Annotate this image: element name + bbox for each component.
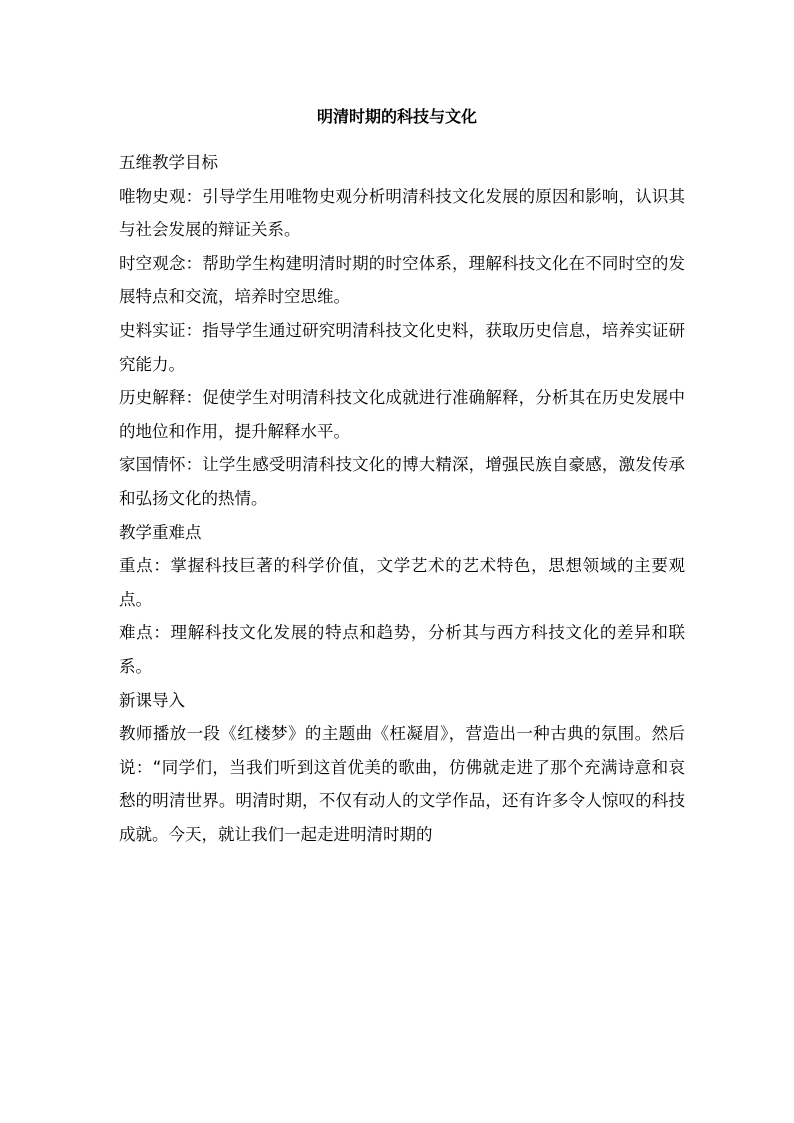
paragraph-evidence: 史料实证：指导学生通过研究明清科技文化史料，获取历史信息，培养实证研究能力。 [119,320,685,374]
paragraph-introduction: 教师播放一段《红楼梦》的主题曲《枉凝眉》，营造出一种古典的氛围。然后说：“同学们，当我们听到这首优美的歌曲，仿佛就走进了那个充满诗意和哀愁的明清世界。明清时期，不仅有动人的文学作品，还有许多令人惊叹的科技成就。今天，就让我们一起走进明清时期的 [119,724,685,844]
section-heading-key-points: 教学重难点 [119,522,202,542]
paragraph-key-point: 重点：掌握科技巨著的科学价值，文学艺术的艺术特色，思想领域的主要观点。 [119,556,685,609]
paragraph-spacetime: 时空观念：帮助学生构建明清时期的时空体系，理解科技文化在不同时空的发展特点和交流，培养时空思维。 [119,253,685,307]
section-heading-objectives: 五维教学目标 [119,153,218,172]
paragraph-difficulty: 难点：理解科技文化发展的特点和趋势，分析其与西方科技文化的差异和联系。 [119,623,685,676]
document-title: 明清时期的科技与文化 [316,107,477,126]
paragraph-patriotism: 家国情怀：让学生感受明清科技文化的博大精深，增强民族自豪感，激发传承和弘扬文化的热情。 [119,455,685,508]
document-body [119,146,685,851]
paragraph-interpretation: 历史解释：促使学生对明清科技文化成就进行准确解释，分析其在历史发展中的地位和作用，提升解释水平。 [119,388,685,441]
paragraph-materialism: 唯物史观：引导学生用唯物史观分析明清科技文化发展的原因和影响，认识其与社会发展的辩证关系。 [119,186,685,240]
section-heading-introduction: 新课导入 [119,690,185,710]
